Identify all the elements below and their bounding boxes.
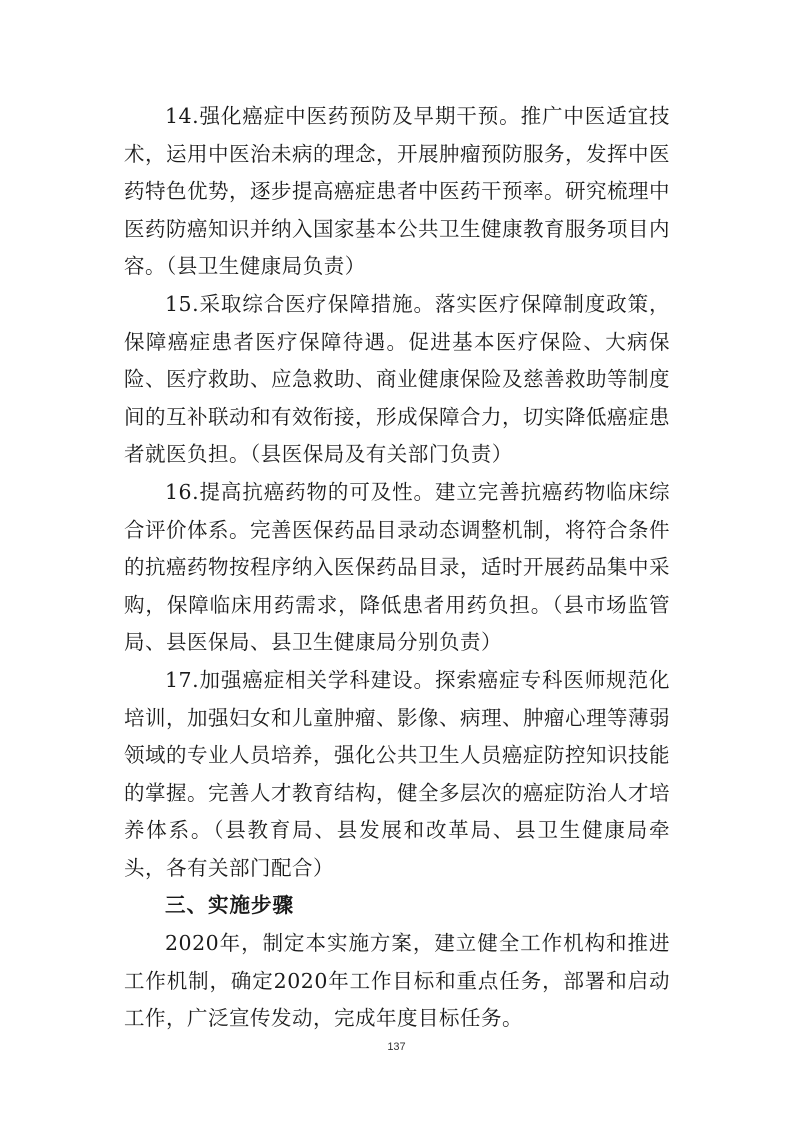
- paragraph-item-16: 16.提高抗癌药物的可及性。建立完善抗癌药物临床综合评价体系。完善医保药品目录动态调整机制，将符合条件的抗癌药物按程序纳入医保药品目录，适时开展药品集中采购，保障临床用药需求，降低患者用药负担。（县市场监管局、县医保局、县卫生健康局分别负责）: [124, 479, 670, 655]
- paragraph-item-15: 15.采取综合医疗保障措施。落实医疗保障制度政策，保障癌症患者医疗保障待遇。促进基本医疗保险、大病保险、医疗救助、应急救助、商业健康保险及慈善救助等制度间的互补联动和有效衔接，形成保障合力，切实降低癌症患者就医负担。（县医保局及有关部门负责）: [124, 291, 670, 467]
- paragraph-implementation-2020: 2020年，制定本实施方案，建立健全工作机构和推进工作机制，确定2020年工作目标和重点任务，部署和启动工作，广泛宣传发动，完成年度目标任务。: [124, 931, 670, 1031]
- section-heading: 三、实施步骤: [165, 893, 294, 918]
- page-number: 137: [387, 1041, 406, 1053]
- paragraph-item-17: 17.加强癌症相关学科建设。探索癌症专科医师规范化培训，加强妇女和儿童肿瘤、影像、病理、肿瘤心理等薄弱领域的专业人员培养，强化公共卫生人员癌症防控知识技能的掌握。完善人才教育结构，健全多层次的癌症防治人才培养体系。（县教育局、县发展和改革局、县卫生健康局牵头，各有关部门配合）: [124, 667, 670, 880]
- document-body: [124, 98, 670, 1038]
- paragraph-item-14: 14.强化癌症中医药预防及早期干预。推广中医适宜技术，运用中医治未病的理念，开展肿瘤预防服务，发挥中医药特色优势，逐步提高癌症患者中医药干预率。研究梳理中医药防癌知识并纳入国家基本公共卫生健康教育服务项目内容。（县卫生健康局负责）: [124, 104, 670, 279]
